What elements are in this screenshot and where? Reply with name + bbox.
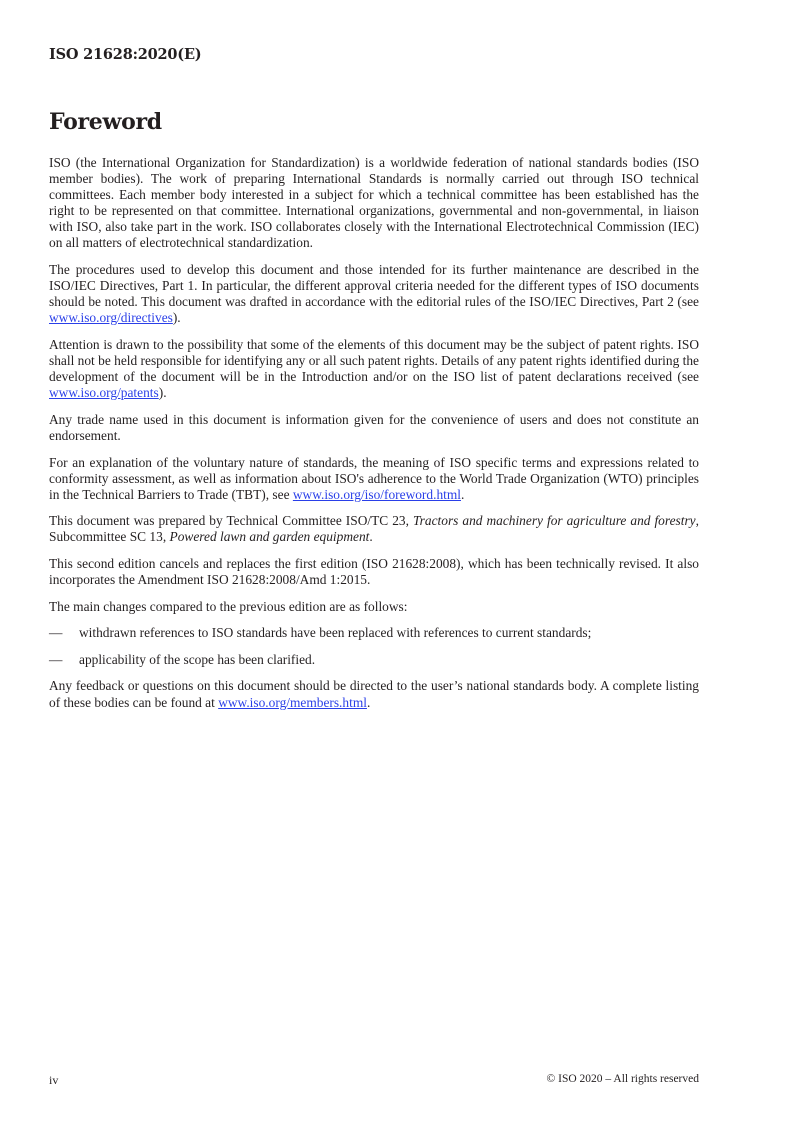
paragraph-feedback [49,678,699,710]
paragraph-procedures [49,262,699,326]
foreword-body [49,155,699,721]
paragraph-text: ). [158,385,167,401]
paragraph-text: ). [172,310,181,326]
changes-list [49,625,699,668]
directives-link[interactable]: www.iso.org/directives [49,310,173,326]
foreword-link[interactable]: www.iso.org/iso/foreword.html [292,486,461,502]
paragraph-committee [49,513,699,545]
paragraph-text: Attention is drawn to the possibility that some of the elements of this document may be the subject of patent rights. ISO shall not be held responsible for identifying any or all such patent rights. Details of any patent rights identified during the development of the document will be in the Introduction and/or on the ISO list of patent declarations received (see [49,336,699,385]
dash-bullet: — [49,651,63,667]
committee-title: Tractors and machinery for agriculture and forestry [412,513,696,529]
paragraph-text: , Subcommittee SC 13, [49,513,699,545]
members-link[interactable]: www.iso.org/members.html [218,694,367,710]
copyright-notice: © ISO 2020 – All rights reserved [546,1073,699,1085]
paragraph-edition: This second edition cancels and replaces the first edition (ISO 21628:2008), which has been technically revised. It also incorporates the Amendment ISO 21628:2008/Amd 1:2015. [49,555,699,588]
paragraph-text: This document was prepared by Technical Committee ISO/TC 23, [49,513,413,529]
page-number: iv [49,1073,59,1087]
paragraph-iso-intro: ISO (the International Organization for Standardization) is a worldwide federation of national standards bodies (ISO member bodies). The work of preparing International Standards is normally carried out through ISO technical committees. Each member body interested in a subject for which a technical committee has been established has the right to be represented on that committee. International organizations, governmental and non-governmental, in liaison with ISO, also take part in the work. ISO collaborates closely with the International Electrotechnical Commission (IEC) on all matters of electrotechnical standardization. [49,155,699,251]
paragraph-text: For an explanation of the voluntary nature of standards, the meaning of ISO specific terms and expressions related to conformity assessment, as well as information about ISO's adherence to the World Trade Organization (WTO) principles in the Technical Barriers to Trade (TBT), see [49,454,699,502]
dash-bullet: — [49,625,63,641]
paragraph-text: . [369,529,373,545]
paragraph-patents [49,337,699,401]
paragraph-text: Any feedback or questions on this document should be directed to the user’s national standards body. A complete listing of these bodies can be found at [49,678,699,710]
list-item [49,652,699,668]
paragraph-text: The procedures used to develop this document and those intended for its further maintenance are described in the ISO/IEC Directives, Part 1. In particular, the different approval criteria needed for the different types of ISO documents should be noted. This document was drafted in accordance with the editorial rules of the ISO/IEC Directives, Part 2 (see [49,262,699,310]
list-item [49,625,699,641]
paragraph-text: . [461,486,465,502]
patents-link[interactable]: www.iso.org/patents [49,385,159,401]
subcommittee-title: Powered lawn and garden equipment [169,529,370,545]
paragraph-text: . [366,694,371,710]
list-item-text: withdrawn references to ISO standards have been replaced with references to current standards; [79,625,592,641]
paragraph-changes-intro: The main changes compared to the previous edition are as follows: [49,598,408,614]
paragraph-trade-name: Any trade name used in this document is information given for the convenience of users and does not constitute an endorsement. [49,411,699,443]
page-title: Foreword [49,109,162,135]
document-id-header: ISO 21628:2020(E) [49,46,202,63]
paragraph-voluntary-nature [49,455,699,503]
list-item-text: applicability of the scope has been clarified. [79,651,316,667]
